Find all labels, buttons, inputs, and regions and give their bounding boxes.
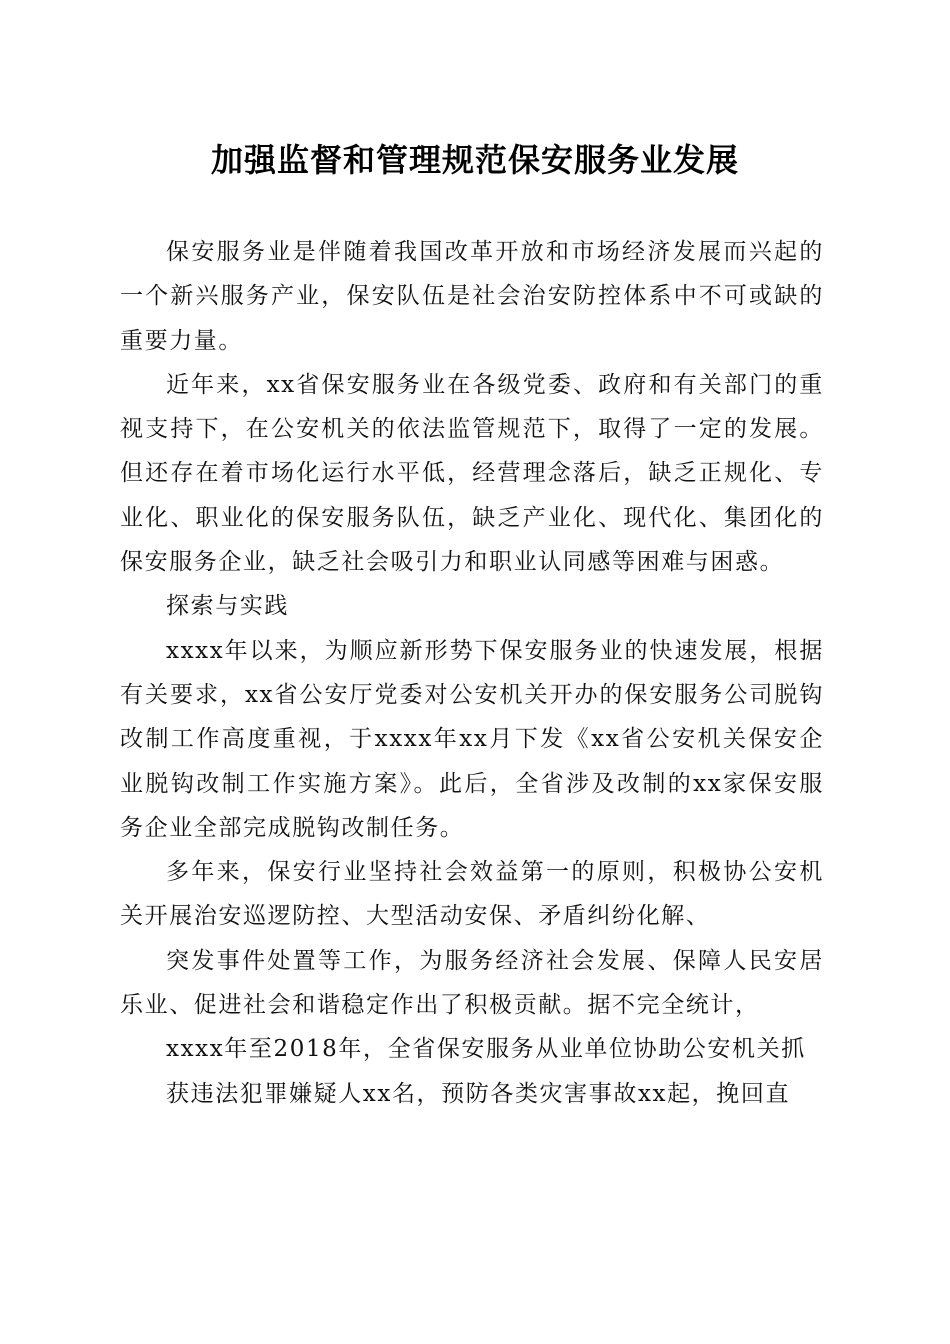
paragraph-recent-years: 近年来，xx省保安服务业在各级党委、政府和有关部门的重视支持下，在公安机关的依法监管规范下，取得了一定的发展。但还存在着市场化运行水平低，经营理念落后，缺乏正规化、专业化、职业化的保安服务队伍，缺乏产业化、现代化、集团化的保安服务企业，缺乏社会吸引力和职业认同感等困难与困惑。: [120, 371, 824, 576]
paragraph-emergency: 突发事件处置等工作，为服务经济社会发展、保障人民安居乐业、促进社会和谐稳定作出了积极贡献。据不完全统计，: [120, 947, 824, 1019]
paragraph-social-benefit: 多年来，保安行业坚持社会效益第一的原则，积极协公安机关开展治安巡逻防控、大型活动安保、矛盾纠纷化解、: [120, 859, 824, 930]
paragraph-intro: 保安服务业是伴随着我国改革开放和市场经济发展而兴起的一个新兴服务产业，保安队伍是社会治安防控体系中不可或缺的重要力量。: [120, 239, 824, 354]
paragraph-arrests: 获违法犯罪嫌疑人xx名，预防各类灾害事故xx起，挽回直: [166, 1080, 791, 1107]
paragraph-statistics: xxxx年至2018年，全省保安服务从业单位协助公安机关抓: [166, 1036, 806, 1063]
document-body: [120, 230, 824, 1116]
document-title: 加强监督和管理规范保安服务业发展: [210, 141, 739, 179]
section-heading-exploration: 探索与实践: [166, 593, 289, 620]
paragraph-reform: xxxx年以来，为顺应新形势下保安服务业的快速发展，根据有关要求，xx省公安厅党委对公安机关开办的保安服务公司脱钩改制工作高度重视，于xxxx年xx月下发《xx省公安机关保安企业脱钩改制工作实施方案》。此后，全省涉及改制的xx家保安服务企业全部完成脱钩改制任务。: [120, 637, 824, 841]
